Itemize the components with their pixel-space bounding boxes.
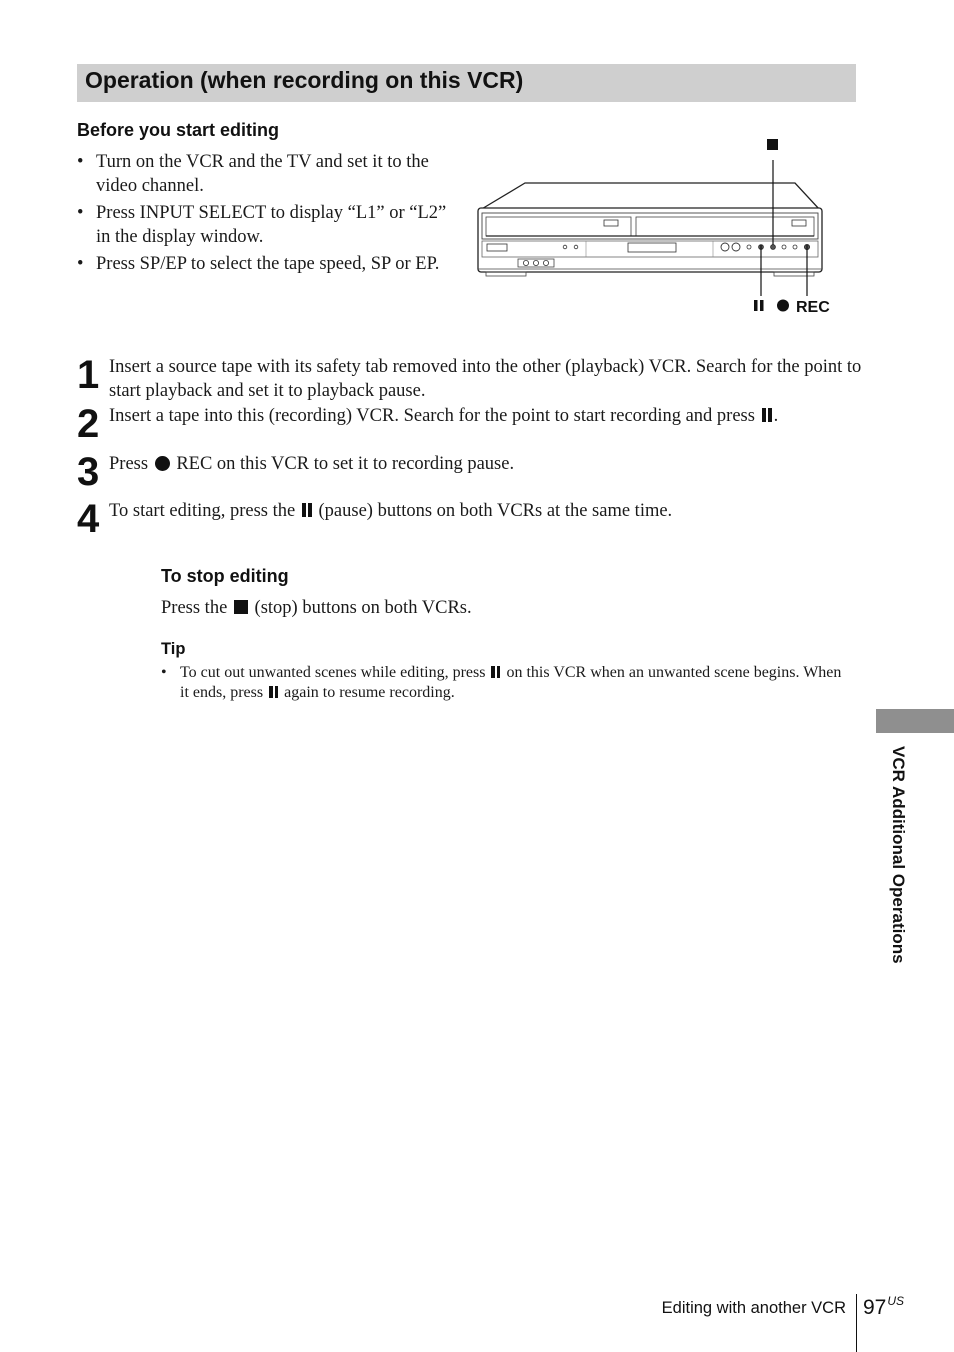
pause-icon — [268, 686, 279, 698]
side-section-label: VCR Additional Operations — [889, 746, 908, 964]
tip-text-part: again to resume recording. — [280, 684, 455, 701]
step-text-part: To start editing, press the — [109, 501, 300, 521]
stop-text — [161, 596, 472, 620]
tip-text-part: To cut out unwanted scenes while editing, press — [180, 664, 490, 681]
list-item: • Press INPUT SELECT to display “L1” or “L2” in the display window. — [77, 201, 457, 249]
step-text: Insert a source tape with its safety tab removed into the other (playback) VCR. Search for the point to start playback and set it to playback pause. — [109, 357, 862, 401]
step-text — [109, 452, 869, 476]
step-text-part: REC on this VCR to set it to recording pause. — [171, 454, 515, 474]
footer-divider — [856, 1294, 857, 1352]
list-item: • Turn on the VCR and the TV and set it to the video channel. — [77, 150, 457, 198]
stop-icon — [767, 139, 778, 150]
step-number: 4 — [77, 497, 100, 541]
tip-heading: Tip — [161, 640, 186, 658]
step-text-part: . — [773, 406, 779, 426]
footer-section-name: Editing with another VCR — [661, 1299, 846, 1317]
page-number-value: 97 — [863, 1296, 887, 1319]
side-tab-marker — [876, 709, 954, 733]
tip-text-part: on this VCR when an unwanted scene begins. When it ends, press — [180, 664, 842, 701]
vcr-diagram — [470, 130, 850, 320]
stop-text-part: Press the — [161, 598, 232, 618]
pause-icon — [754, 300, 758, 311]
stop-heading: To stop editing — [161, 566, 289, 586]
pause-icon — [761, 408, 773, 422]
before-heading: Before you start editing — [77, 120, 280, 140]
page-number — [863, 1294, 904, 1320]
pause-icon — [490, 666, 501, 678]
rec-label: REC — [796, 299, 830, 316]
step-text-part: Press — [109, 454, 153, 474]
list-item: • Press SP/EP to select the tape speed, SP or EP. — [77, 252, 457, 276]
vcr-illustration — [470, 130, 850, 320]
section-title: Operation (when recording on this VCR) — [85, 67, 524, 93]
section-title-bar — [77, 64, 856, 102]
step-text — [109, 404, 869, 428]
step-number: 2 — [77, 402, 100, 446]
stop-text-part: (stop) buttons on both VCRs. — [249, 598, 472, 618]
rec-icon — [155, 456, 170, 471]
rec-icon — [777, 300, 789, 312]
step-number: 1 — [77, 353, 100, 397]
stop-icon — [234, 600, 248, 614]
step-text-part: (pause) buttons on both VCRs at the same time. — [313, 501, 673, 521]
page-number-suffix: US — [887, 1294, 905, 1308]
tip-list — [161, 663, 851, 703]
before-list — [77, 150, 457, 279]
list-item — [161, 663, 851, 703]
step-text — [109, 499, 869, 523]
pause-icon — [301, 503, 313, 517]
step-number: 3 — [77, 450, 100, 494]
step-text-part: Insert a tape into this (recording) VCR. Search for the point to start recording and press — [109, 406, 760, 426]
